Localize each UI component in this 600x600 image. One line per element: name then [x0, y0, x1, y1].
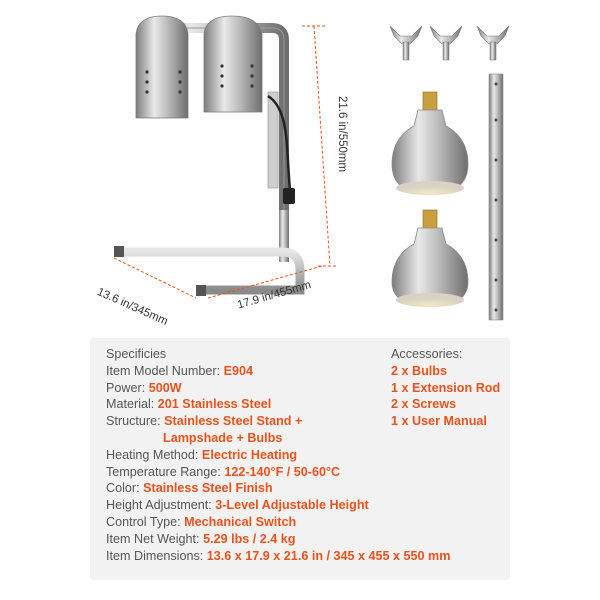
spec-row — [106, 497, 450, 514]
specs-heading: Specificies — [106, 347, 167, 361]
spec-row — [106, 514, 450, 531]
spec-label: Item Model Number: — [106, 363, 224, 378]
spec-label: Height Adjustment: — [106, 498, 216, 513]
spec-row — [106, 447, 450, 464]
spec-row — [106, 548, 450, 565]
lamp-shade-left — [136, 16, 188, 118]
accessory-item: 2 x Screws — [391, 397, 457, 412]
spec-label: Temperature Range: — [106, 464, 225, 479]
spec-value: 201 Stainless Steel — [157, 397, 272, 412]
bulb-icon — [392, 210, 468, 307]
spec-value: E904 — [223, 363, 254, 378]
spec-label: Heating Method: — [106, 447, 202, 462]
spec-value: Lampshade + Bulbs — [163, 430, 283, 445]
extension-rod — [489, 74, 503, 320]
spec-label: Item Dimensions: — [106, 548, 207, 563]
spec-row — [106, 464, 450, 481]
dimension-depth-label: 13.6 in/345mm — [95, 286, 170, 328]
spec-row — [106, 531, 450, 548]
spec-row — [106, 430, 450, 447]
spec-value: Mechanical Switch — [184, 514, 297, 529]
spec-value: Electric Heating — [201, 447, 298, 462]
dimension-width-label: 17.9 in/455mm — [236, 279, 313, 312]
spec-value: Stainless Steel Finish — [143, 481, 273, 496]
accessories-heading: Accessories: — [391, 347, 463, 361]
accessories-list — [391, 346, 500, 430]
spec-value: 500W — [148, 380, 182, 395]
spec-value: Stainless Steel Stand + — [164, 414, 303, 429]
spec-value: 13.6 x 17.9 x 21.6 in / 345 x 455 x 550 mm — [206, 548, 451, 563]
spec-label: Item Net Weight: — [106, 531, 204, 546]
accessory-item: 1 x User Manual — [391, 414, 487, 429]
spec-label: Control Type: — [106, 514, 185, 529]
spec-label: Power: — [106, 380, 149, 395]
lamp-shade-right — [204, 16, 262, 112]
spec-label: Material: — [106, 397, 158, 412]
accessory-item: 1 x Extension Rod — [391, 380, 501, 395]
spec-label: Color: — [106, 481, 144, 496]
accessory-item: 2 x Bulbs — [391, 363, 447, 378]
bulb-icon — [392, 92, 468, 195]
spec-value: 5.29 lbs / 2.4 kg — [203, 531, 296, 546]
wing-screw-icons — [390, 26, 509, 60]
spec-value: 122-140°F / 50-60°C — [224, 464, 341, 479]
spec-label: Structure: — [106, 414, 165, 429]
spec-value: 3-Level Adjustable Height — [215, 498, 369, 513]
dimension-height-label: 21.6 in/550mm — [336, 96, 348, 173]
spec-row — [106, 480, 450, 497]
